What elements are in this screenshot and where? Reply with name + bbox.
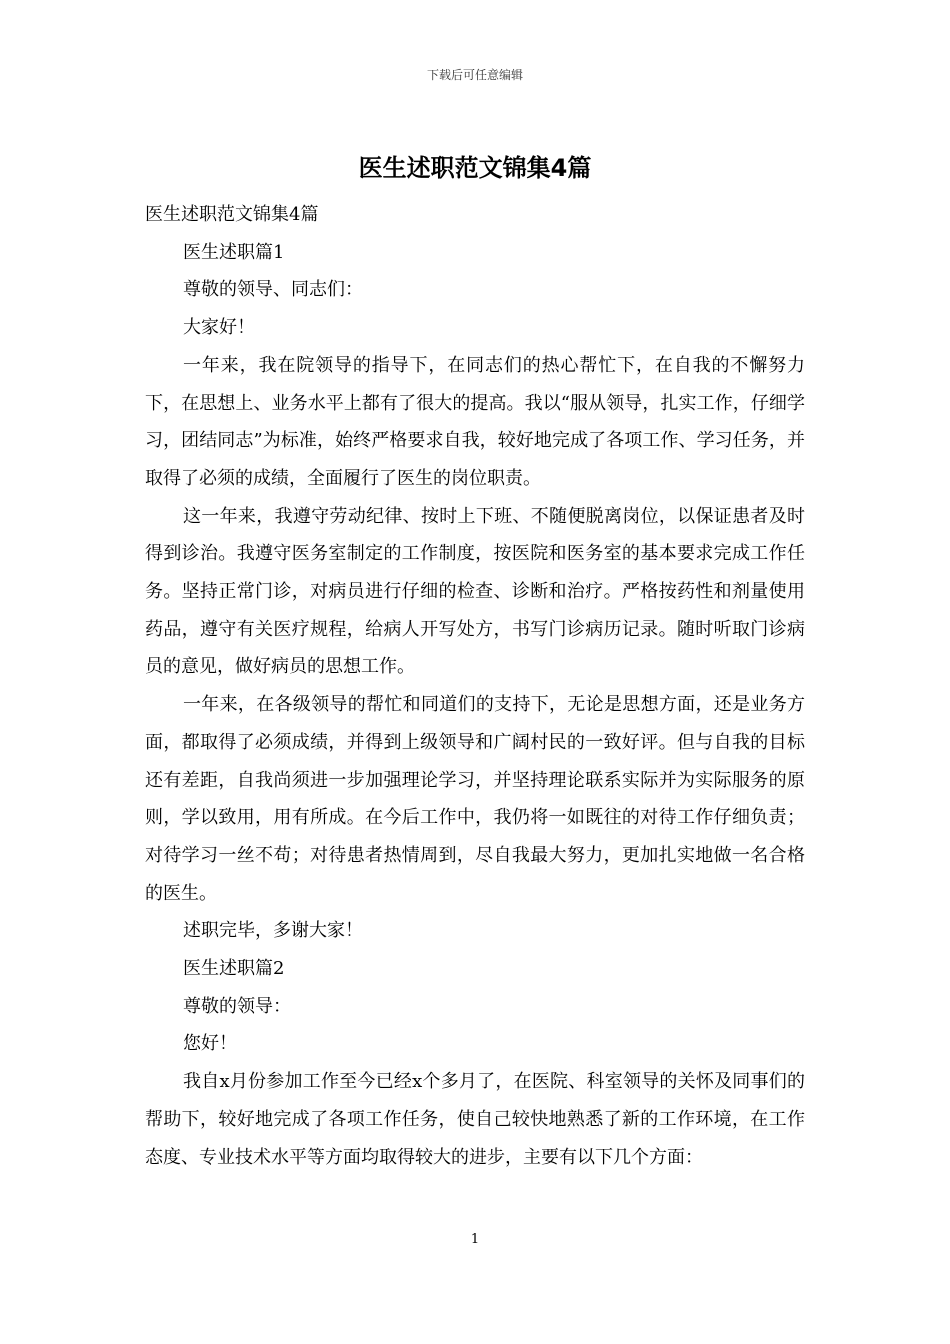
salutation: 尊敬的领导、同志们： bbox=[183, 279, 363, 301]
document-title: 医生述职范文锦集4篇 bbox=[358, 154, 592, 182]
section-heading-2: 医生述职篇2 bbox=[183, 958, 285, 980]
salutation: 尊敬的领导： bbox=[183, 995, 291, 1017]
body-paragraph: 一年来，我在院领导的指导下，在同志们的热心帮忙下，在自我的不懈努力下，在思想上、业务水平上都有了很大的提高。我以“服从领导，扎实工作，仔细学习，团结同志”为标准，始终严格要求自我，较好地完成了各项工作、学习任务，并取得了必须的成绩，全面履行了医生的岗位职责。 bbox=[145, 354, 805, 489]
download-note: 下载后可任意编辑 bbox=[426, 68, 523, 82]
greeting: 您好！ bbox=[183, 1033, 237, 1055]
section-heading-1: 医生述职篇1 bbox=[183, 241, 285, 263]
body-paragraph: 我自x月份参加工作至今已经x个多月了，在医院、科室领导的关怀及同事们的帮助下，较好地完成了各项工作任务，使自己较快地熟悉了新的工作环境，在工作态度、专业技术水平等方面均取得较大的进步，主要有以下几个方面： bbox=[145, 1071, 805, 1168]
document-body bbox=[145, 196, 805, 1176]
body-paragraph: 一年来，在各级领导的帮忙和同道们的支持下，无论是思想方面，还是业务方面，都取得了必须成绩，并得到上级领导和广阔村民的一致好评。但与自我的目标还有差距，自我尚须进一步加强理论学习，并坚持理论联系实际并为实际服务的原则，学以致用，用有所成。在今后工作中，我仍将一如既往的对待工作仔细负责；对待学习一丝不苟；对待患者热情周到，尽自我最大努力，更加扎实地做一名合格的医生。 bbox=[145, 694, 805, 904]
subtitle-line: 医生述职范文锦集4篇 bbox=[145, 204, 319, 225]
page-number: 1 bbox=[470, 1232, 480, 1247]
closing-line: 述职完毕，多谢大家！ bbox=[183, 920, 363, 942]
greeting: 大家好！ bbox=[183, 317, 255, 339]
body-paragraph: 这一年来，我遵守劳动纪律、按时上下班、不随便脱离岗位，以保证患者及时得到诊治。我遵守医务室制定的工作制度，按医院和医务室的基本要求完成工作任务。坚持正常门诊，对病员进行仔细的检查、诊断和治疗。严格按药性和剂量使用药品，遵守有关医疗规程，给病人开写处方，书写门诊病历记录。随时听取门诊病员的意见，做好病员的思想工作。 bbox=[145, 505, 805, 678]
